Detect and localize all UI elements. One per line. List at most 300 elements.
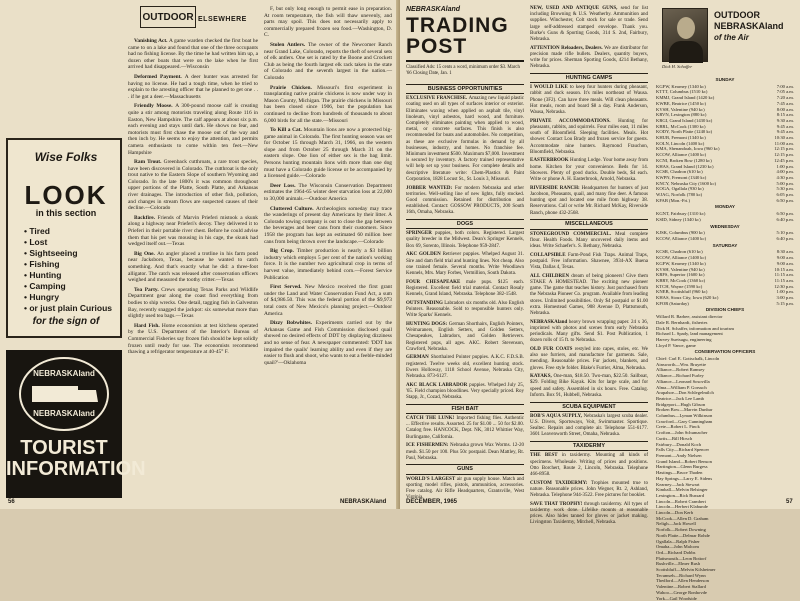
article-heading: BOB'S AQUA SUPPLY,: [530, 413, 584, 419]
article-text: heavy brown wrapping paper. 24 x 36, imprinted with photos and scenes from early Nebraska periodicals. Many gifts. Send $1. Post Publication, 1 dozen rolls of 15 ft. to Nebraska.: [530, 319, 648, 344]
conservation-officer: Kimball—Melvin Belsinger: [656, 487, 708, 493]
article-heading: NEW, USED AND ANTIQUE GUNS,: [530, 6, 621, 11]
broadcast-time: 5:10 p.m.: [776, 230, 794, 236]
article-text: Experiments carried out by the Arkansas Game and Fish Commission disclosed quail showed no desired effects of DDT by displaying dizziness and no sense of fear. A newspaper commented: 'DDT has impaired the quails' learning ability and even if they are easier to flush and shoot, who wants to eat a feeble-minded quail?'—Oklahoma: [264, 320, 392, 366]
trading-post-brand: NEBRASKAland: [406, 6, 461, 13]
station-name: KHAS, Grand Island (1230 kc): [656, 163, 714, 169]
broadcast-time: 8:00 a.m.: [776, 106, 794, 112]
conservation-officer: Scottsbluff—Melvin Kilsheimer: [656, 567, 716, 573]
article-text: A deer hunter was arrested for having no license. He had a tough time, when he tried to explain to the arresting officer that he planned to get one . . . if he got a deer.—Massachusetts: [128, 73, 259, 100]
division-chiefs-heading: DIVISION CHIEFS: [705, 307, 745, 313]
article-text: Hunting Lodge. Your home away from home. Kitchen for your convenience. Beds for 14. Showers. Plenty of good ducks. Double beds, $4 each. Write or phone A. H. Easterbrook, Arnold, Nebraska.: [530, 158, 648, 183]
article-text: Greenback cutthroats, a rare trout species, have been discovered in Colorado. The cutthroat is the only trout native to the Eastern Slope of southern Wyoming and Colorado. In the late 1800's it was common throughout upper portions of the Platte, South Platte, and Arkansas river drainages. The introduction of other fish, pollution, and changes in stream flows are suspected causes of their decline.—Colorado: [128, 159, 258, 212]
article-heading: Friendly Moose.: [134, 103, 176, 110]
station-row: [656, 236, 794, 242]
station-name: KWPN, Fremont (1340 kc): [656, 174, 707, 180]
broadcast-time: 7:00 a.m.: [776, 83, 794, 89]
article-paragraph: [264, 206, 392, 246]
look-heading: LOOK: [24, 180, 108, 210]
photo-caption: Dick H. Schaffer: [662, 64, 693, 69]
article-paragraph: [128, 215, 258, 248]
article-text: Mountain lions are now a protected big-game animal in Colorado. The first hunting season was set for October 15 through March 31, 1966, on the western slope and from October 25 through March 31 on the eastern slope. One lion of either sex is the bag limit. Persons hunting mountain lions with more than one dog must have a Colorado guide license or be accompanied by a licensed guide.—Colorado: [264, 127, 392, 180]
conservation-officer: Lincoln—Herbert Klabunde: [656, 504, 708, 510]
article-heading: ATTENTION Reloaders, Dealers.: [530, 45, 605, 51]
article-heading: PRIVATE ACCOMMODATIONS.: [530, 118, 619, 124]
logo-text-bottom: NEBRASKAland: [33, 409, 95, 418]
section-heading: FISH BAIT: [406, 404, 524, 414]
conservation-officer: Wahoo—George Ronhovde: [656, 589, 707, 595]
article-text: F, but only long enough to permit ease in preparation. At room temperature, the fish will thaw unevenly, and parts may spoil. This does not necessarily apply to commercially prepared frozen sea food.—Washington, D. C.: [264, 6, 392, 39]
article-paragraph: [530, 481, 648, 500]
article-text: Hunting for pheasants, rabbits, and squirrels. Four miles east, 11 miles south of Bloomfield. Sleeping facilities. Meals. Hot shower. Contact Lou Brady and frozen service for guests. Accommodate nine hunters. Raymond Frauchon, Bloomfield, Nebraska.: [530, 118, 648, 155]
article-paragraph: [530, 414, 648, 439]
article-text: New Mexico received the first grant under the Land and Water Conservation Fund Act, a sum of $4,986.50. This was the federal portion of the $9,973 total costs of New Mexico's planning project.—Outdoor America: [264, 284, 392, 317]
station-name: KJSK, Columbus (900 kc): [656, 230, 705, 236]
article-heading: EASTERBROOK: [530, 158, 570, 164]
trading-post-header: [406, 6, 524, 77]
article-heading: Prairie Chicken.: [270, 84, 318, 91]
station-name: KWBE, Beatrice (1450 kc): [656, 100, 707, 106]
broadcast-time: 12:45 p.m.: [774, 157, 794, 163]
broadcast-time: 8:15 a.m.: [776, 112, 794, 118]
article-paragraph: [264, 248, 392, 281]
station-name: KBRL, McCook (1300 kc): [656, 123, 706, 129]
article-heading: ICE FISHERMEN:: [406, 443, 450, 449]
broadcast-time: 6:05 p.m.: [776, 192, 794, 198]
article-paragraph: [406, 383, 524, 402]
station-name: KCNI, Broken Bow (1280 kc): [656, 157, 712, 163]
conservation-officer: Lexington—Rick Bussard: [656, 492, 705, 498]
nebraskaland-logo: [18, 356, 110, 432]
article-text: dream of being pioneers! Give them STAKE A HOMESTEAD. The exciting new pioneer game. The game that teaches history. Just purchased from the Nebraska Pioneer Co. program. Available from leading stores. Unlimited possibilities. Only $4 postpaid or $1.00 extra. Homestead Games, 908 Avenue D, Plattsmouth, Nebraska.: [530, 273, 649, 316]
look-subheading: in this section: [35, 208, 97, 218]
section-heading: GUNS: [406, 464, 524, 474]
station-name: KMMJ, Grand Island (1420 kc): [656, 95, 715, 101]
station-name: KBRY, McCook (1360 kc): [656, 277, 706, 283]
article-paragraph: [530, 453, 648, 478]
station-row: [656, 198, 794, 204]
conservation-officer: Valentine—Robert Stallard: [656, 584, 706, 590]
article-paragraph: [264, 42, 392, 82]
conservation-officer: Kearney—Jack Stewart: [656, 481, 700, 487]
station-name: KTCH, Wayne (1590 kc): [656, 283, 703, 289]
article-text: An angler placed a trotline in his farm pond near Jacksboro, Texas, because he wanted to catch something. And that's exactly what he did: a three-foot alligator. The catch was released after conservation officers weighed and measured the toothy critter.—Texas: [128, 250, 258, 284]
article-heading: FOUR CHESAPEAKE: [406, 279, 467, 285]
schedule-day: WEDNESDAY: [710, 223, 740, 229]
conservation-officer: Crete—Robert L. Finck: [656, 424, 700, 430]
article-paragraph: [406, 301, 524, 320]
article-heading: Dizzy Bobwhites.: [270, 320, 316, 327]
article-heading: Deformed Payment.: [134, 73, 185, 80]
article-paragraph: [530, 158, 648, 183]
article-paragraph: [264, 284, 392, 317]
trading-post-title: TRADING POST: [406, 14, 509, 58]
station-name: KCSR, Chadron (610 kc): [656, 169, 703, 175]
conservation-officer: Beatrice—Jack Lee Lamb: [656, 395, 704, 401]
article-text: to keep four hunters during pheasant, rabbit and duck season. It's miles northeast of Wausa. Phone (3F2). Can have three meals. Will clean pheasants. Hot meals, room and board $8 a day. Frank Anderson, Wausa, Nebraska.: [530, 85, 648, 116]
article-paragraph: [530, 347, 648, 372]
division-chief: Harvey Suetsugu, engineering: [656, 336, 712, 342]
tourist-title: TOURIST INFORMATION: [6, 437, 146, 480]
division-chief: Dick H. Schaffer, information and tourism: [656, 325, 734, 331]
footer-brand: NEBRASKAland: [340, 499, 387, 505]
article-heading: RIVERSIDE RANCH:: [530, 185, 582, 191]
broadcast-time: 6:40 p.m.: [776, 235, 794, 241]
article-paragraph: [406, 280, 524, 299]
elsewhere-label: ELSEWHERE: [198, 16, 247, 23]
broadcast-time: 12:15 p.m.: [774, 146, 794, 152]
article-text: puppies. Whelped July 25, '65. Field champion bloodlines. Very specially priced. Roy Stapp, Jr., Cozad, Nebraska.: [406, 382, 524, 401]
article-paragraph: [406, 186, 524, 217]
list-item: • Sightseeing: [24, 248, 114, 259]
division-chief: Willard R. Barbee, assistant director: [656, 314, 723, 320]
broadcast-time: 12:15 p.m.: [774, 152, 794, 158]
page-number-right: 57: [786, 499, 793, 505]
conservation-officer: North Platte—Delmar Rohde: [656, 532, 710, 538]
broadcast-time: 12:30 p.m.: [774, 283, 794, 289]
article-heading: NEBRASKAland: [530, 319, 569, 325]
conservation-officer: Bridgeport—Hugh Gibson: [656, 401, 706, 407]
conservation-officer: Hartington—Glenn Burgess: [656, 464, 708, 470]
broadcast-time: 11:00 a.m.: [774, 140, 794, 146]
article-heading: AKC GOLDEN: [406, 252, 443, 258]
article-paragraph: [530, 274, 648, 317]
station-name: KFAB (Mon.-Fri.): [656, 197, 690, 203]
article-text: Shorthaired Pointer puppies. A.K.C. F.D.S.B. registered. Twelve weeks old, excellent hunting stock. Ewers Holloway, 1118 School Avenue, Nebraska City, Nebraska. 873-6127.: [406, 355, 525, 380]
station-name: KNEB, Scottsbluff (960 kc): [656, 289, 708, 295]
article-paragraph: [264, 6, 392, 39]
article-heading: THE BEST: [530, 453, 562, 459]
article-heading: Big Crop.: [270, 248, 297, 255]
broadcast-time: 1:00 p.m.: [776, 289, 794, 295]
station-row: [656, 217, 794, 223]
conservation-officer: Alliance—Leonard Sosovilla: [656, 378, 710, 384]
article-paragraph: [530, 85, 648, 116]
article-heading: SAVE THAT TROPHY!: [530, 501, 585, 507]
article-paragraph: [530, 46, 648, 71]
conservation-officer: Alliance—Robert Ramsey: [656, 367, 705, 373]
article-paragraph: [128, 159, 258, 212]
article-paragraph: [530, 374, 648, 399]
broadcast-time: 9:45 a.m.: [776, 123, 794, 129]
article-paragraph: [530, 502, 648, 527]
article-heading: Tea Party.: [134, 286, 162, 293]
article-paragraph: [530, 253, 648, 272]
conservation-officer: McCook—Allen D. Graham: [656, 515, 709, 521]
radio-title-line3: of the Air: [714, 33, 749, 42]
footer-date: DECEMBER, 1965: [406, 499, 458, 505]
article-text: Nebraska grown Wax Worms. 12-20 mesh. $1.50 per 100. Plus 50c postpaid. Dean Mattley, Rt. Paul, Nebraska.: [406, 443, 525, 461]
conservation-officer: Fairbury—Donald Koch: [656, 441, 702, 447]
division-chief: Dale R. Bernhardt, fisheries: [656, 319, 708, 325]
left-page: [0, 0, 400, 509]
section-heading: DOGS: [406, 219, 524, 229]
broadcast-time: 11:15 a.m.: [774, 272, 794, 278]
article-paragraph: [264, 127, 392, 180]
list-item: • Tired: [24, 226, 114, 237]
article-paragraph: [406, 416, 524, 441]
station-name: KGFW, Kearney (1340 kc): [656, 260, 706, 266]
article-text: A 300-pound moose calf is creating quite a stir among motorists traveling along Route 116 in Easton, New Hampshire. The calf appears at about six p.m. each evening and stays until dark. He shows no fear, and motorists must first chase the moose out of the way and then inch by. He seems to enjoy the attention, and permits camera enthusiasts to come within ten feet.—New Hampshire: [128, 103, 258, 156]
station-name: KNCY, Nebraska City (1600 kc): [656, 180, 717, 186]
conservation-officer: Curtis—Bill Hirsch: [656, 435, 693, 441]
station-name: KRFS, Superior (1600 kc): [656, 272, 705, 278]
classifieds-column-1: [406, 82, 525, 501]
conservation-officer: Omaha—John Malcom: [656, 544, 699, 550]
radio-title-line2: NEBRASKAland: [714, 21, 784, 31]
article-heading: CUSTOM TAXIDERMY:: [530, 480, 591, 486]
article-text: Imported fishing flies. Authentic ... Effective results. Assorted. 25 for $1.00 ... 50 for $2.00. Catalog free. HANCOCK, Dept. NK, 3012 Whittier Way, Burlingame, California.: [406, 416, 524, 440]
conservation-officer: Arapahoe—Don Schlegelmilch: [656, 390, 714, 396]
article-heading: I WOULD LIKE: [530, 85, 570, 91]
article-text: Headquarters for hunters of just Jacobson, Pheasants, quail, and many fine deer. A famous hunting spot and located one mile from highway 38. Reservations. Call or write Mr. Richard McKay, Riverside Ranch, phone 432-2568.: [530, 185, 648, 216]
article-heading: GERMAN: [406, 355, 431, 361]
article-paragraph: [406, 231, 524, 250]
article-heading: SPRINGER: [406, 231, 435, 237]
conservation-officer: Alma—William P. Gorsuch: [656, 384, 707, 390]
conservation-officer: Ainsworth—Wm. Bruyette: [656, 361, 707, 367]
article-text: The owner of the Newcomer Ranch near Grand Lake, Colorado, reports the theft of several sets of elk antlers. One set is rated by the Boone and Crockett Club as being the fourth largest elk rack taken in the state of Colorado and the seventh largest in the nation.—Colorado: [264, 41, 392, 81]
conservation-officer: Lincoln—Robert Crambert: [656, 498, 706, 504]
section-heading: TAXIDERMY: [530, 441, 648, 451]
article-text: Labradors six months old. Also English Pointers. Reasonable. Sold to responsible hunters only. Write Sparks' Kennels.: [406, 300, 524, 319]
tourist-information-sign: [6, 350, 146, 498]
division-chief: Lloyd P. Vance, game: [656, 342, 696, 348]
broadcast-time: 5:15 p.m.: [776, 300, 794, 306]
broadcast-time: 7:20 a.m.: [776, 95, 794, 101]
conservation-officer: Crawford—Gary Cunningham: [656, 418, 713, 424]
trading-post-info: Classified Ads: 15 cents a word, minimum order $3. March '66 Closing Date, Jan. 1: [406, 65, 520, 76]
conservation-officer: Broken Bow—Marvin Dunbar: [656, 407, 713, 413]
article-text: We are distributor for precision made rifle bullets. Dealers, quantity buyers, write for prices. Sherman Sporting Goods, 4214 Bethany, Nebraska.: [530, 45, 648, 70]
list-item: • Hunting: [24, 270, 114, 281]
wise-folks-title: Wise Folks: [34, 150, 98, 164]
article-heading: Big One.: [134, 250, 158, 257]
conservation-officer: Hay Springs—Larry E. Sidens: [656, 475, 713, 481]
article-paragraph: [406, 252, 524, 277]
conservation-officer: Crofton—John Schumacher: [656, 430, 708, 436]
article-heading: STONEGROUND COMMERCIAL.: [530, 231, 616, 237]
broadcast-time: 9:30 a.m.: [776, 117, 794, 123]
article-text: Meal complete flour. Health Foods. Many uncovered daily items and ideas. Write Schaefer's. S. Bethany, Nebraska.: [530, 231, 648, 249]
radio-schedule: [652, 6, 796, 601]
section-heading: BUSINESS OPPORTUNITIES: [406, 84, 524, 94]
left-column-2: [264, 6, 392, 493]
article-heading: Cluttered Culture.: [270, 205, 317, 212]
article-text: through taxidermy. All types of taxidermy work done. Lifelike mounts at reasonable prices. Also hides tanned for gloves or jacket making. Livingston Taxidermy, Mitchell, Nebraska.: [530, 501, 648, 526]
article-text: German Shorthairs, English Pointers, Weimaraners, English Setters, and Golden Setters, Chesapeakes, Labradors, and Golden Retrievers. Registered pups, all ages. AKC. Robert Stevenson, Crawford, Nebraska.: [406, 321, 524, 352]
conservation-officer: Thedford—Allen Henderson: [656, 578, 709, 584]
article-text: in taxidermy. Mounting all kinds of specimens. Wholesale. Writing of prices and positions. Otto Borchert, Route 2, Lincoln, Nebraska. Telephone 466-8958.: [530, 453, 648, 477]
article-text: puppies, both colors. Registered. Largest quality breeder in the Midwest. Dean's Springer Kennels, Box 69, Sorento, Illinois. Telephone 959-2847.: [406, 231, 524, 249]
station-name: KHAS, Sioux City, Iowa (620 kc): [656, 295, 719, 301]
broadcast-time: 9:00 a.m.: [776, 255, 794, 261]
broadcast-time: 7:05 a.m.: [776, 89, 794, 95]
conservation-officer: Plattsmouth—Leon Bottorf: [656, 555, 707, 561]
list-item: • or just plain Curious: [24, 303, 114, 314]
broadcast-time: 10:15 a.m.: [774, 266, 794, 272]
article-heading: COLLAPSIBLE: [530, 252, 568, 258]
broadcast-time: 9:45 a.m.: [776, 129, 794, 135]
broadcast-time: 7:45 a.m.: [776, 100, 794, 106]
broadcast-time: 5:00 p.m.: [776, 180, 794, 186]
station-name: KHUB, Fremont (1340 kc): [656, 135, 706, 141]
radio-title-line1: OUTDOOR: [714, 10, 760, 20]
schedule-day: MONDAY: [715, 204, 735, 210]
conservation-officer: York—Gail Woodside: [656, 595, 697, 601]
station-name: KSID, Sidney (1340 kc): [656, 216, 701, 222]
portrait-body: [669, 41, 703, 63]
article-heading: To Kill a Cat.: [270, 127, 304, 134]
conservation-officer: Norfolk—Robert Downing: [656, 527, 706, 533]
list-item: • Hungry: [24, 292, 114, 303]
article-heading: OUTSTANDING: [406, 300, 445, 306]
article-paragraph: [530, 186, 648, 217]
station-name: KCSR, Chadron (610 kc): [656, 249, 703, 255]
article-text: Home economists at test kitchens operated by the U.S. Department of the Interior's Bureau of Commercial Fisheries say frozen fish should be kept solidly frozen until ready for use. The economists recommend thawing a refrigerator temperature at 40-45° F.: [128, 322, 258, 356]
article-heading: Hard Fish.: [134, 322, 162, 329]
article-text: Retriever puppies. Whelped August 31. Sire and dam field trial and hunting lines. Not cheap. Also one trained female. Several months. Write Woodlawn Kennels, Mrs. Mary Forbes, Vermillion, South Dakota.: [406, 252, 524, 276]
conservation-officer: Columbus—Lyman Wilkinson: [656, 413, 713, 419]
conservation-officer: Falls City—Richard Spencer: [656, 447, 710, 453]
article-paragraph: [128, 323, 258, 356]
classifieds-column-2: [530, 6, 649, 526]
article-text: For modern Nebraska and other territories. Well-selling line of new lights, fully stocked. Good commission. Retained for distribution and established. Contact: GOSSOW PRODUCTS, 200 South 16th, Omaha, Nebraska.: [406, 185, 525, 216]
page-number-left: 56: [8, 499, 15, 505]
article-paragraph: [530, 119, 648, 156]
article-heading: Stolen Antlers.: [270, 41, 308, 48]
article-heading: AKC BLACK LABRADOR: [406, 382, 470, 388]
station-name: WJAG, Norfolk (780 kc): [656, 192, 703, 198]
station-row: [656, 301, 794, 307]
station-name: KGFW, Kearney (1340 kc): [656, 83, 706, 89]
article-text: Crews operating Texas Parks and Wildlife Department gear along the coast find everything from bodies to ship wrecks. One detail, tagging fish in Galveston Bay, recently snagged the jackpot: six somewhat more than slightly used tea bags.—Texas: [128, 286, 258, 320]
article-heading: Vanishing Act.: [134, 38, 170, 44]
article-heading: HUNTING DOGS:: [406, 321, 449, 327]
conservation-officer: Lincoln—Don Kerb: [656, 510, 694, 516]
conservation-officer: Tecumseh—Richard Wynn: [656, 572, 706, 578]
article-heading: OLD FUR COATS: [530, 346, 575, 352]
broadcast-time: 6:50 p.m.: [776, 197, 794, 203]
conservation-officer: Fremont—Andy Nielsen: [656, 453, 702, 458]
left-column-1: [128, 38, 258, 493]
conservation-officer: Chief: Carl E. Gottschalk, Lincoln: [656, 356, 720, 362]
broadcast-time: 8:30 a.m.: [776, 249, 794, 255]
conservation-officer: Ogallala—Ralph Fisher: [656, 538, 700, 544]
division-chief: Richard L. Spady, land management: [656, 331, 723, 337]
station-name: KOLN, Lincoln (1400 kc): [656, 140, 705, 146]
article-paragraph: [530, 6, 648, 43]
broadcast-time: 4:30 p.m.: [776, 174, 794, 180]
broadcast-time: 11:15 a.m.: [774, 277, 794, 283]
station-name: KCOW, Alliance (1400 kc): [656, 152, 707, 158]
section-heading: MISCELLANEOUS: [530, 219, 648, 229]
article-paragraph: [128, 74, 258, 100]
station-name: KGNT, Fairbury (1310 kc): [656, 211, 706, 217]
wise-folks-box: [6, 138, 122, 338]
schedule-day: SATURDAY: [712, 242, 738, 248]
article-paragraph: [128, 251, 258, 284]
article-text: Nebraska's largest scuba dealer. U.S. Divers, Sportsways, Voit, Swimmaster. Sportique. Sealtec. Repairs and complete air. Telephone 551-6177. 3601 Leavenworth Street, Omaha, Nebraska.: [530, 413, 648, 438]
article-paragraph: [264, 320, 392, 366]
conservation-officer: Alliance—Richard Furley: [656, 373, 704, 379]
article-paragraph: [406, 443, 524, 462]
article-text: send for list including Browning & U.S. Weatherby. Ammunition and supplies. Winchester, Colt stock for sale or trade. Send large self-addressed stamped envelope. Thank you. Burke's Guns & Sporting Goods, 314 S. 2nd, Fairbury, Nebraska.: [530, 6, 649, 43]
logo-text: NEBRASKAland: [33, 369, 95, 378]
list-item: • Lost: [24, 237, 114, 248]
broadcast-time: 4:00 p.m.: [776, 169, 794, 175]
conservation-officer: Ord—Richard Dobbs: [656, 549, 696, 555]
portrait-face: [677, 17, 695, 39]
article-paragraph: [128, 287, 258, 320]
section-heading: HUNTING CAMPS: [530, 73, 648, 83]
article-paragraph: [128, 38, 258, 71]
article-paragraph: [406, 96, 524, 183]
article-paragraph: [264, 183, 392, 203]
article-heading: CATCH THE LUNK!: [406, 416, 457, 422]
station-name: KOGA, Ogallala (930 kc): [656, 186, 704, 192]
schedule-day: SUNDAY: [715, 77, 735, 82]
wise-folks-list: [24, 226, 114, 314]
article-heading: KAYAKS,: [530, 374, 554, 380]
broadcast-time: 6:40 p.m.: [776, 216, 794, 222]
divider: [406, 60, 524, 62]
station-name: KVSH, Valentine (940 kc): [656, 266, 705, 272]
station-name: KRVN, Lexington (880 kc): [656, 112, 707, 118]
article-paragraph: [530, 320, 648, 345]
broadcast-time: 1:00 p.m.: [776, 163, 794, 169]
article-text: Archeologists someday may trace the wanderings of present day Americans by their litter. A Colorado towing company is out to close the gap between the beverages and beer cans from their customers. Since 1958 the program has kept an estimated 60 million beer cans from being thrown over the landscape.—Colorado: [264, 205, 392, 245]
broadcast-time: 10:30 a.m.: [774, 135, 794, 141]
station-name: KRGI, Grand Island (1430 kc): [656, 117, 713, 123]
article-text: Timber production is nearly a $3 billion industry which employs 5 per cent of the nation's working force. It is the number two agricultural crop in terms of harvest value, immediately behind corn.—Forest Service Publication: [264, 248, 392, 281]
article-paragraph: [264, 85, 392, 125]
article-paragraph: [128, 103, 258, 156]
outdoor-box: OUTDOOR: [140, 6, 196, 28]
station-name: KVSH, Valentine (940 kc): [656, 106, 705, 112]
article-paragraph: [406, 355, 524, 380]
list-item: • Fishing: [24, 259, 114, 270]
article-text: One-man, $18.50. Two-man, $22.50. Sailboat, $29. Folding Bike Kayak. Kits for large scale, and for speed and safety. Assembled in six hours. Free. Catalog. Inform. Box 91, Hubbell, Nebraska.: [530, 374, 648, 398]
article-heading: EXCLUSIVE FRANCHISE.: [406, 96, 469, 102]
article-paragraph: [530, 232, 648, 251]
article-heading: WORLD'S LARGEST: [406, 476, 457, 482]
radio-title: [714, 10, 794, 43]
article-heading: JOBBER WANTED:: [406, 185, 455, 191]
list-item: • Camping: [24, 281, 114, 292]
conservation-officer: Hastings—Bruce Thaden: [656, 470, 703, 476]
conservation-officer: Neligh—Jack Howell: [656, 521, 696, 527]
article-heading: Backfire.: [134, 214, 158, 221]
article-text: Amazing new liquid plastic coating used on all types of surfaces interior or exterior. Eliminates waxing when applied on asphalt tile, vinyl linoleum, vinyl asbestos, hard wood, and furniture. Completely eliminates painting when applied to wood, metal, or concrete surfaces. This finish is also recommended for boats and automobiles. No competition, as these are exclusive formulas in demand by all businesses, industry, and homes. No franchise fee. Minimum investment $500. Maximum $7,000. Investment is secured by inventory. A factory trained representative will help set up your business. For complete details and descriptive literature write: Chem-Plastics & Paint Corporation, 1828 Locust St., St. Louis 3, Missouri.: [406, 96, 524, 182]
article-text: air gun supply house. Match and sporting model rifles, pistols, ammunition, accessories. Free catalog. Air Rifle Headquarters, Grantsville, West Virginia.: [406, 476, 524, 501]
article-text: A game warden checked the first boat he came to on a lake and found that one of the three occupants had no fishing license. By the time he had written him up, a dozen other boats that were on the lake when he first arrived had disappeared.—Wisconsin: [128, 38, 258, 71]
station-name: KCOW, Alliance (1400 kc): [656, 235, 707, 241]
article-text: The Wisconsin Conservation Department estimates the 1964-65 winter deer starvation loss at 22,000 to 30,000 animals.—Outdoor America: [264, 182, 392, 203]
portrait-photo: [662, 8, 708, 62]
conservation-officers-heading: CONSERVATION OFFICERS: [694, 349, 756, 355]
station-name: KODY, North Platte (1240 kc): [656, 129, 713, 135]
article-paragraph: [406, 477, 524, 502]
station-name: KMA, Shenandoah, Iowa (960 kc): [656, 146, 720, 152]
conservation-officer: Grand Island—Robert Benson: [656, 458, 712, 464]
station-name: KCOW, Alliance (1400 kc): [656, 255, 707, 261]
broadcast-time: 6:50 p.m.: [776, 211, 794, 217]
article-heading: ALL CHILDREN: [530, 273, 572, 279]
broadcast-time: 9:00 a.m.: [776, 260, 794, 266]
article-text: Friends of Marvin Prieferi mistook a skunk along a highway near Prieferi's decoy. They delivered it to Prieferi in their portable river chest. Before he could advise them that his pet was mousing in his cage, the skunk had wedged itself out.—Texas: [128, 214, 258, 248]
article-text: restyled into capes, stoles, etc. We also use furriers, and manufacture fur garments. Sale, mending. Reasonable prices. Fur jackets, blankets, and gloves. Free style folder. Blake's Furrier, Alma, Nebraska.: [530, 346, 649, 371]
